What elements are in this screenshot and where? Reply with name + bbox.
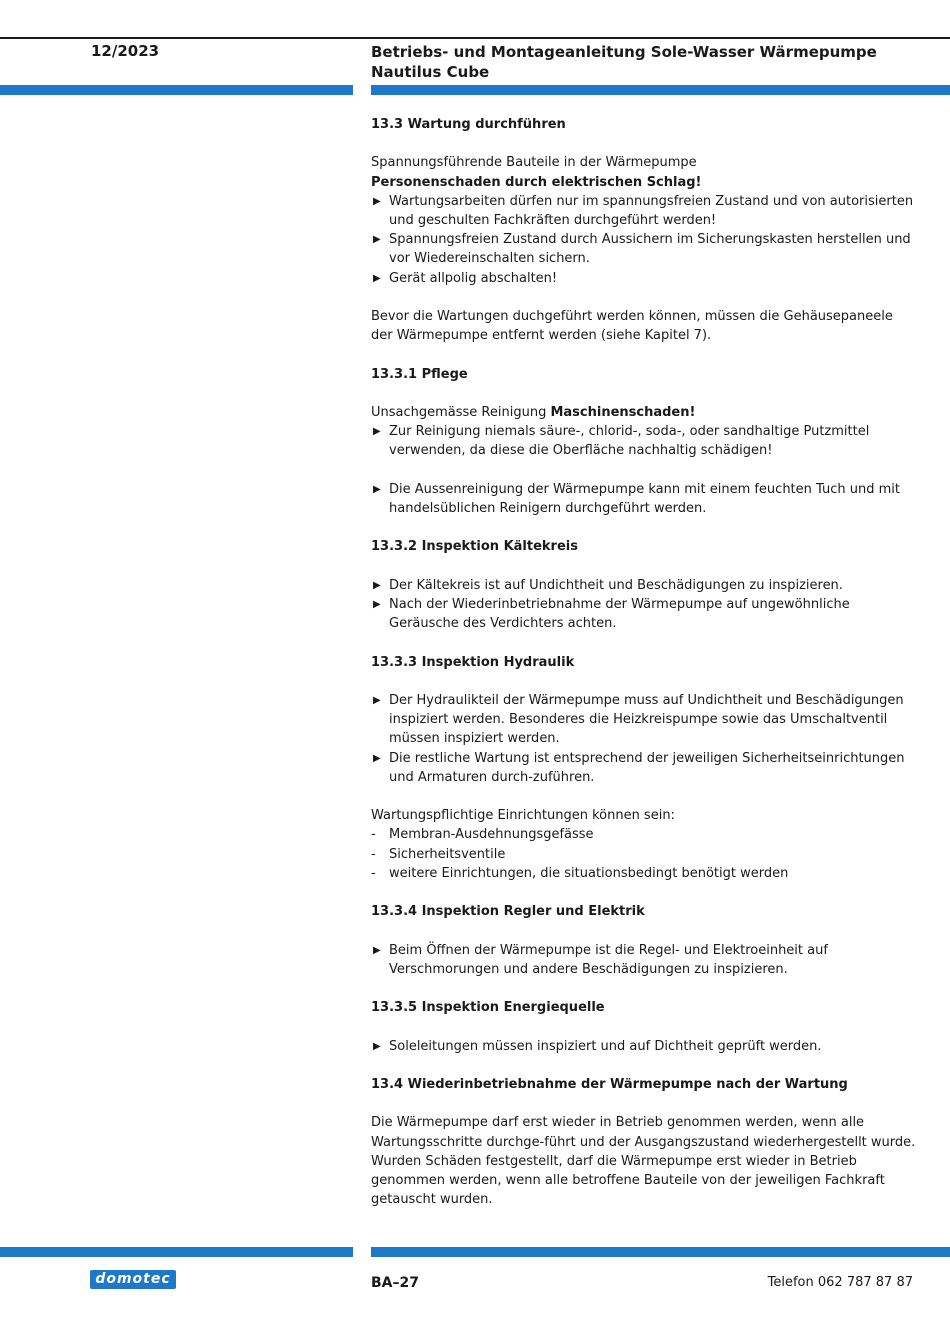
section-heading-13-3-1: 13.3.1 Pflege [371,366,468,382]
warning-consequence: Personenschaden durch elektrischen Schlag! [371,174,702,190]
document-title [371,42,931,82]
header-rule [0,37,950,39]
document-title-line2: Nautilus Cube [371,63,490,81]
list-item: ▶ Die Aussenreinigung der Wärmepumpe kann mit einem feuchten Tuch und mit handelsüblichen Reinigern durchgeführt werden. [373,481,900,516]
triangle-right-icon: ▶ [373,1040,381,1052]
triangle-right-icon: ▶ [373,234,381,246]
triangle-right-icon: ▶ [373,426,381,438]
triangle-right-icon: ▶ [373,752,381,764]
refrigerant-list [371,576,916,634]
footer-bar-left [0,1247,353,1257]
warning-source: Spannungsführende Bauteile in der Wärmepumpe [371,155,697,171]
section-heading-13-3-2: 13.3.2 Inspektion Kältekreis [371,539,578,555]
header-bar-left [0,85,353,95]
triangle-right-icon: ▶ [373,694,381,706]
triangle-right-icon: ▶ [373,195,381,207]
section-heading-13-3-3: 13.3.3 Inspektion Hydraulik [371,654,575,670]
triangle-right-icon: ▶ [373,483,381,495]
dash-icon: - [371,865,376,881]
list-item: ▶ Soleleitungen müssen inspiziert und auf Dichtheit geprüft werden. [371,1037,916,1056]
section-heading-13-3-5: 13.3.5 Inspektion Energiequelle [371,1000,605,1016]
document-date: 12/2023 [91,42,160,60]
warning-line: Unsachgemässe Reinigung Maschinenschaden! [371,404,696,420]
section-heading-13-3-4: 13.3.4 Inspektion Regler und Elektrik [371,904,645,920]
triangle-right-icon: ▶ [373,944,381,956]
dash-icon: - [371,827,376,843]
triangle-right-icon: ▶ [373,579,381,591]
safety-list [371,192,916,288]
header-bar-right [371,85,950,95]
paragraph: Die Wärmepumpe darf erst wieder in Betrieb genommen werden, wenn alle Wartungsschritte durchge-führt und der Ausgangszustand wiederhergestellt wurde. [371,1115,916,1150]
list-item: ▶ Der Hydraulikteil der Wärmepumpe muss auf Undichtheit und Beschädigungen inspiziert werden. Besonderes die Heizkreispumpe sowie das Umschaltventil müssen inspiziert werden. [373,692,904,747]
list-item: - Sicherheitsventile [371,845,916,864]
list-item: ▶ Zur Reinigung niemals säure-, chlorid-, soda-, oder sandhaltige Putzmittel verwenden, da diese die Oberfläche nachhaltig schädigen! [373,424,870,459]
electrics-list [371,941,916,979]
list-item: ▶ Beim Öffnen der Wärmepumpe ist die Regel- und Elektroeinheit auf Verschmorungen und andere Beschädigungen zu inspizieren. [373,942,828,977]
page-number: BA–27 [371,1275,419,1291]
domotec-logo: domotec [90,1270,176,1289]
list-item: - Membran-Ausdehnungsgefässe [371,825,916,844]
equipment-list [371,825,916,883]
paragraph: Wurden Schäden festgestellt, darf die Wärmepumpe erst wieder in Betrieb genommen werden, wenn alle betroffene Bauteile von der jeweiligen Fachkraft getauscht wurden. [371,1153,885,1208]
care-list [371,422,916,460]
section-heading-13-4: 13.4 Wiederinbetriebnahme der Wärmepumpe nach der Wartung [371,1076,848,1092]
main-content [371,115,916,1209]
list-item: ▶ Nach der Wiederinbetriebnahme der Wärmepumpe auf ungewöhnliche Geräusche des Verdichters achten. [373,596,850,632]
hydraulic-list [371,691,916,787]
list-item: ▶ Spannungsfreien Zustand durch Aussichern im Sicherungskasten herstellen und vor Wiedereinschalten sichern. [373,232,911,267]
footer-bar-right [371,1247,950,1257]
section-heading-13-3: 13.3 Wartung durchführen [371,117,566,132]
care-list-2 [371,480,916,518]
triangle-right-icon: ▶ [373,272,381,284]
paragraph: Bevor die Wartungen duchgeführt werden können, müssen die Gehäusepaneele der Wärmepumpe entfernt werden (siehe Kapitel 7). [371,309,893,344]
dash-icon: - [371,846,376,862]
document-title-line1: Betriebs- und Montageanleitung Sole-Wasser Wärmepumpe [371,43,877,61]
footer-phone: Telefon 062 787 87 87 [767,1275,913,1290]
list-item: ▶ Die restliche Wartung ist entsprechend der jeweiligen Sicherheitseinrichtungen und Armaturen durch-zuführen. [373,750,905,785]
list-item: ▶ Wartungsarbeiten dürfen nur im spannungsfreien Zustand und von autorisierten und geschulten Fachkräften durchgeführt werden! [373,193,914,228]
list-item: ▶ Gerät allpolig abschalten! [371,269,916,288]
list-item: ▶ Der Kältekreis ist auf Undichtheit und Beschädigungen zu inspizieren. [371,576,916,595]
triangle-right-icon: ▶ [373,598,381,610]
list-item: - weitere Einrichtungen, die situationsbedingt benötigt werden [371,864,916,883]
energy-source-list [371,1037,916,1056]
list-intro: Wartungspflichtige Einrichtungen können sein: [371,808,675,824]
